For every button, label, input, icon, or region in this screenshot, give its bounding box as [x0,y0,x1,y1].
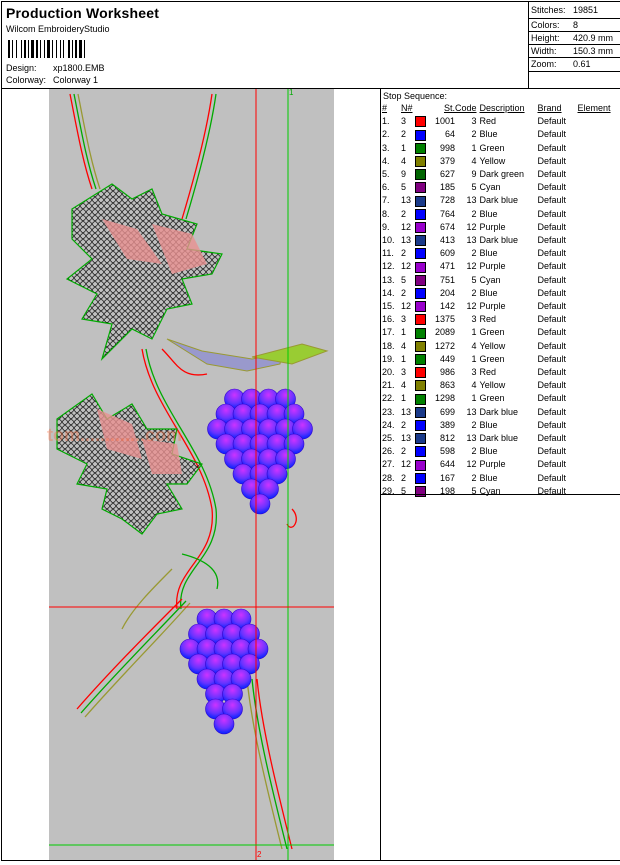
cell-num: 18. [382,340,395,351]
design-stats [528,2,620,88]
col-element: Element [577,103,611,113]
cell-desc: Yellow [479,380,506,391]
design-row [6,63,105,73]
color-swatch [415,116,426,127]
color-swatch [415,156,426,167]
cell-desc: Red [479,116,497,127]
design-filename: xp1800.EMB [53,63,105,73]
color-swatch [415,380,426,391]
cell-code: 1 [471,142,477,153]
cell-n: 3 [401,367,407,378]
cell-desc: Purple [479,261,506,272]
cell-desc: Blue [479,419,498,430]
cell-st: 1001 [434,116,455,127]
color-swatch [415,420,426,431]
table-row [382,419,611,432]
table-row [382,194,611,207]
cell-st: 998 [439,142,455,153]
cell-brand: Default [537,116,567,127]
color-swatch [415,367,426,378]
table-row [382,406,611,419]
page-title: Production Worksheet [6,5,160,21]
cell-st: 728 [439,195,455,206]
color-swatch [415,446,426,457]
cell-brand: Default [537,472,567,483]
cell-n: 4 [401,340,407,351]
color-swatch [415,222,426,233]
software-name: Wilcom EmbroideryStudio [6,24,110,34]
cell-n: 3 [401,116,407,127]
color-swatch [415,341,426,352]
cell-code: 2 [471,419,477,430]
cell-n: 9 [401,169,407,180]
cell-desc: Blue [479,248,498,259]
color-swatch [415,460,426,471]
cell-num: 7. [382,195,390,206]
cell-st: 167 [439,472,455,483]
colorway-label: Colorway: [6,75,47,85]
worksheet-header [2,2,620,89]
color-swatch [415,486,426,497]
cell-n: 4 [401,380,407,391]
color-swatch [415,433,426,444]
watermark: tom.............com [47,425,183,445]
grape [214,714,234,734]
stop-sequence-divider [381,494,620,495]
cell-brand: Default [537,287,567,298]
table-row [382,340,611,353]
cell-num: 21. [382,380,395,391]
cell-n: 12 [401,221,412,232]
cell-st: 2089 [434,327,455,338]
cell-num: 11. [382,248,394,259]
cell-brand: Default [537,182,567,193]
color-swatch [415,314,426,325]
cell-num: 23. [382,406,395,417]
col-code: Code [455,103,477,113]
cell-desc: Purple [479,459,506,470]
cell-desc: Dark green [479,169,525,180]
cell-n: 12 [401,459,412,470]
table-row [382,379,611,392]
cell-code: 2 [471,248,477,259]
cell-code: 2 [471,208,477,219]
cell-code: 5 [471,485,477,496]
cell-st: 986 [439,367,455,378]
cell-st: 764 [439,208,455,219]
grape [250,494,270,514]
cell-code: 1 [471,353,477,364]
cell-desc: Yellow [479,155,506,166]
cell-brand: Default [537,221,567,232]
stop-sequence-title: Stop Sequence: [383,91,448,101]
cell-num: 4. [382,155,390,166]
cell-num: 20. [382,367,395,378]
color-swatch [415,301,426,312]
cell-desc: Green [479,393,505,404]
cell-n: 2 [401,472,407,483]
table-row [382,353,611,366]
cell-desc: Yellow [479,340,506,351]
color-swatch [415,394,426,405]
color-swatch [415,262,426,273]
table-row [382,142,611,155]
cell-num: 22. [382,393,395,404]
cell-brand: Default [537,459,567,470]
table-row [382,326,611,339]
color-swatch [415,354,426,365]
table-row [382,221,611,234]
cell-st: 185 [439,182,455,193]
cell-st: 627 [439,169,455,180]
cell-brand: Default [537,301,567,312]
cell-st: 863 [439,380,455,391]
cell-brand: Default [537,419,567,430]
cell-n: 13 [401,433,412,444]
cell-brand: Default [537,367,567,378]
cell-code: 3 [471,116,477,127]
cell-code: 9 [471,169,477,180]
table-row [382,300,611,313]
table-row [382,155,611,168]
cell-n: 2 [401,208,407,219]
color-swatch [415,196,426,207]
cell-num: 14. [382,287,395,298]
table-row [382,472,611,485]
cell-desc: Blue [479,208,498,219]
cell-n: 2 [401,419,407,430]
color-swatch [415,288,426,299]
stop-sequence-table [382,102,611,498]
cell-st: 609 [439,248,455,259]
cell-brand: Default [537,261,567,272]
cell-num: 15. [382,301,395,312]
cell-brand: Default [537,340,567,351]
table-row [382,128,611,141]
cell-st: 644 [439,459,455,470]
cell-brand: Default [537,446,567,457]
cell-n: 1 [401,142,407,153]
cell-n: 2 [401,446,407,457]
cell-num: 9. [382,221,390,232]
cell-code: 1 [471,327,477,338]
cell-n: 5 [401,274,407,285]
cell-st: 1375 [434,314,455,325]
cell-desc: Blue [479,472,498,483]
table-row [382,168,611,181]
color-swatch [415,143,426,154]
colorway-value: Colorway 1 [53,75,99,85]
cell-code: 12 [466,261,477,272]
cell-st: 1272 [434,340,455,351]
table-row [382,485,611,498]
cell-st: 598 [439,446,455,457]
cell-num: 5. [382,169,390,180]
col-needle: N# [401,103,413,113]
cell-code: 5 [471,274,477,285]
cell-code: 3 [471,314,477,325]
cell-desc: Cyan [479,485,501,496]
cell-num: 24. [382,419,395,430]
stop-sequence-panel [381,89,620,860]
cell-brand: Default [537,208,567,219]
col-description: Description [479,103,525,113]
cell-code: 2 [471,287,477,298]
cell-n: 1 [401,393,407,404]
cell-desc: Green [479,353,505,364]
cell-brand: Default [537,485,567,496]
cell-st: 198 [439,485,455,496]
cell-brand: Default [537,248,567,259]
cell-code: 1 [471,393,477,404]
cell-st: 674 [439,221,455,232]
colorway-row [6,75,98,85]
design-preview [2,89,381,860]
cell-num: 8. [382,208,390,219]
cell-num: 17. [382,327,395,338]
cell-num: 10. [382,235,395,246]
start-marker: 1 [289,89,294,97]
cell-n: 5 [401,182,407,193]
stat-zoom: Zoom: 0.61 [531,59,591,69]
cell-brand: Default [537,274,567,285]
table-row [382,366,611,379]
color-swatch [415,235,426,246]
color-swatch [415,209,426,220]
cell-st: 751 [439,274,455,285]
cell-code: 4 [471,380,477,391]
cell-st: 812 [439,433,455,444]
table-row [382,392,611,405]
cell-brand: Default [537,380,567,391]
cell-brand: Default [537,433,567,444]
cell-code: 2 [471,472,477,483]
cell-n: 1 [401,353,407,364]
table-row [382,287,611,300]
cell-brand: Default [537,327,567,338]
cell-st: 379 [439,155,455,166]
table-row [382,115,611,128]
cell-num: 26. [382,446,395,457]
cell-code: 13 [466,195,477,206]
end-marker: 2 [257,850,262,859]
cell-brand: Default [537,235,567,246]
cell-n: 2 [401,248,407,259]
cell-n: 13 [401,195,412,206]
cell-st: 471 [439,261,455,272]
cell-st: 64 [444,129,455,140]
cell-brand: Default [537,155,567,166]
cell-n: 1 [401,327,407,338]
cell-n: 13 [401,235,412,246]
cell-desc: Red [479,367,497,378]
cell-st: 1298 [434,393,455,404]
color-swatch [415,182,426,193]
cell-code: 2 [471,129,477,140]
cell-code: 4 [471,155,477,166]
cell-desc: Dark blue [479,406,519,417]
cell-code: 2 [471,446,477,457]
cell-desc: Purple [479,221,506,232]
cell-brand: Default [537,393,567,404]
cell-desc: Purple [479,301,506,312]
barcode-icon [8,40,128,58]
cell-n: 3 [401,314,407,325]
cell-num: 28. [382,472,395,483]
cell-st: 389 [439,419,455,430]
color-swatch [415,169,426,180]
cell-brand: Default [537,406,567,417]
stat-height: Height: 420.9 mm [531,33,614,43]
col-num: # [382,103,388,113]
table-row [382,432,611,445]
cell-num: 27. [382,459,395,470]
cell-desc: Green [479,327,505,338]
cell-brand: Default [537,195,567,206]
cell-st: 413 [439,235,455,246]
table-row [382,181,611,194]
table-row [382,208,611,221]
cell-num: 3. [382,142,390,153]
cell-brand: Default [537,142,567,153]
cell-num: 19. [382,353,395,364]
embroidery-preview [2,89,380,860]
stat-colors: Colors: 8 [531,20,579,30]
table-row [382,260,611,273]
color-swatch [415,473,426,484]
table-row [382,313,611,326]
table-row [382,445,611,458]
cell-desc: Blue [479,287,498,298]
cell-desc: Green [479,142,505,153]
col-stitches: St. [443,103,455,113]
color-swatch [415,275,426,286]
cell-st: 204 [439,287,455,298]
cell-num: 13. [382,274,395,285]
cell-n: 4 [401,155,407,166]
color-swatch [415,407,426,418]
cell-n: 13 [401,406,412,417]
cell-code: 13 [466,433,477,444]
cell-desc: Blue [479,129,498,140]
cell-brand: Default [537,169,567,180]
cell-code: 4 [471,340,477,351]
cell-brand: Default [537,353,567,364]
cell-num: 12. [382,261,395,272]
cell-desc: Blue [479,446,498,457]
cell-brand: Default [537,314,567,325]
cell-num: 29. [382,485,395,496]
worksheet [1,1,620,861]
cell-st: 142 [439,301,455,312]
cell-code: 12 [466,301,477,312]
cell-brand: Default [537,129,567,140]
cell-n: 2 [401,129,407,140]
cell-n: 12 [401,301,412,312]
stat-stitches: Stitches: 19851 [531,5,599,15]
cell-code: 3 [471,367,477,378]
cell-n: 5 [401,485,407,496]
cell-desc: Cyan [479,182,501,193]
cell-st: 699 [439,406,455,417]
cell-num: 25. [382,433,395,444]
cell-n: 12 [401,261,412,272]
cell-num: 6. [382,182,390,193]
stop-table-header [382,102,611,115]
table-row [382,234,611,247]
col-brand: Brand [537,103,562,113]
cell-desc: Cyan [479,274,501,285]
stat-width: Width: 150.3 mm [531,46,614,56]
table-row [382,458,611,471]
cell-desc: Dark blue [479,433,519,444]
cell-st: 449 [439,353,455,364]
cell-code: 12 [466,459,477,470]
color-swatch [415,248,426,259]
cell-desc: Dark blue [479,235,519,246]
cell-code: 12 [466,221,477,232]
cell-n: 2 [401,287,407,298]
design-label: Design: [6,63,37,73]
cell-num: 2. [382,129,390,140]
cell-code: 13 [466,235,477,246]
cell-desc: Red [479,314,497,325]
cell-desc: Dark blue [479,195,519,206]
table-row [382,274,611,287]
color-swatch [415,328,426,339]
table-row [382,247,611,260]
cell-code: 13 [466,406,477,417]
cell-num: 16. [382,314,395,325]
cell-code: 5 [471,182,477,193]
color-swatch [415,130,426,141]
cell-num: 1. [382,116,390,127]
